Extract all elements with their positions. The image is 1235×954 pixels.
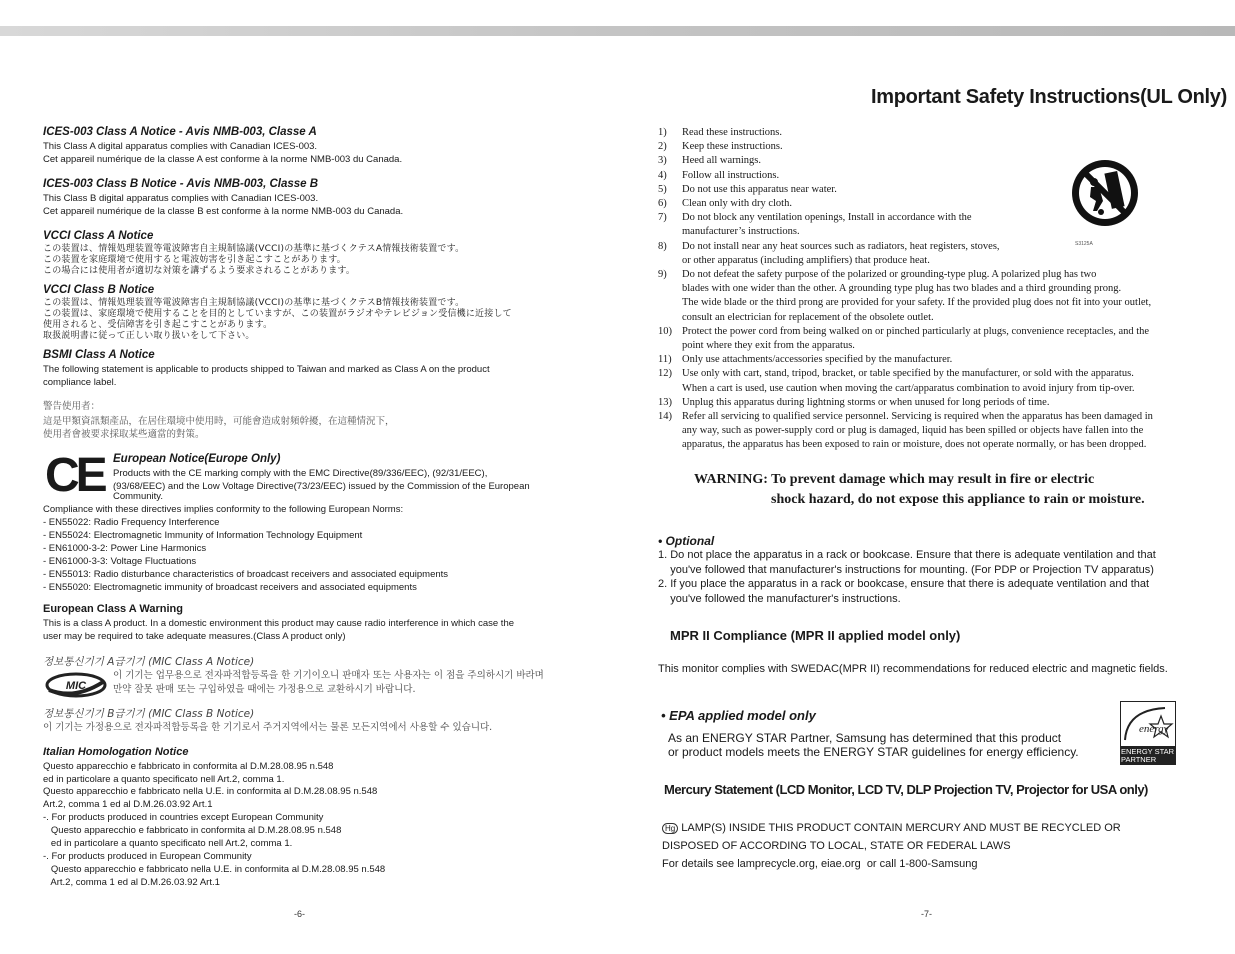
bsmi-line2: compliance label. bbox=[43, 377, 117, 388]
norm-item: - EN55013: Radio disturbance characteristics of broadcast receivers and associated equipments bbox=[43, 569, 449, 580]
italian-line: Art.2, comma 1 ed al D.M.26.03.92 Art.1 bbox=[43, 799, 213, 810]
warning-line1: WARNING: To prevent damage which may result in fire or electric bbox=[694, 472, 1095, 487]
instruction-number: 8) bbox=[658, 240, 667, 252]
right-page bbox=[655, 0, 1227, 954]
instruction-line: The wide blade or the third prong are provided for your safety. If the provided plug does not fit into your outlet, bbox=[682, 297, 1152, 309]
instruction-number: 2) bbox=[658, 141, 667, 153]
ce-intro: Compliance with these directives implies conformity to the following European Norms: bbox=[43, 504, 404, 515]
norm-item: - EN61000-3-3: Voltage Fluctuations bbox=[43, 556, 197, 567]
epa-line1: As an ENERGY STAR Partner, Samsung has determined that this product bbox=[668, 731, 1062, 745]
instruction-line: any way, such as power-supply cord or plug is damaged, liquid has been spilled or objects have fallen into the bbox=[682, 425, 1144, 437]
vcci-b-line: 取扱説明書に従って正しい取り扱いをして下さい。 bbox=[43, 331, 255, 341]
italian-line: Art.2, comma 1 ed al D.M.26.03.92 Art.1 bbox=[43, 877, 220, 888]
mic-logo-text: MIC bbox=[65, 680, 87, 692]
eu-warning-line2: user may be required to take adequate measures.(Class A product only) bbox=[43, 631, 346, 642]
mic-b-line1: 이 기기는 가정용으로 전자파적합등록을 한 기기로서 주거지역에서는 물론 모든지역에서 사용할 수 있습니다. bbox=[43, 722, 493, 733]
instruction-number: 13) bbox=[658, 396, 672, 408]
instruction-line: Heed all warnings. bbox=[682, 155, 762, 167]
mercury-heading: Mercury Statement (LCD Monitor, LCD TV, DLP Projection TV, Projector for USA only) bbox=[664, 782, 1148, 797]
safety-instruction-item bbox=[658, 410, 1198, 453]
vcci-a-heading: VCCI Class A Notice bbox=[43, 230, 154, 242]
italian-line: -. For products produced in European Community bbox=[43, 851, 252, 862]
energy-logo-label1: ENERGY STAR bbox=[1121, 747, 1175, 756]
italian-line: Questo apparecchio e fabbricato in conformita al D.M.28.08.95 n.548 bbox=[43, 761, 334, 772]
instruction-line: apparatus, the apparatus has been exposed to rain or moisture, does not operate normally, or has been dropped. bbox=[682, 439, 1147, 451]
cart-warning-icon bbox=[1069, 157, 1141, 229]
ices-b-heading: ICES-003 Class B Notice - Avis NMB-003, Classe B bbox=[43, 178, 319, 190]
left-page bbox=[43, 0, 583, 954]
mercury-line1-row bbox=[662, 822, 1121, 834]
instruction-number: 9) bbox=[658, 269, 667, 281]
page-title: Important Safety Instructions(UL Only) bbox=[870, 86, 1227, 108]
mercury-line1: LAMP(S) INSIDE THIS PRODUCT CONTAIN MERCURY AND MUST BE RECYCLED OR bbox=[681, 822, 1121, 834]
safety-instruction-item bbox=[658, 126, 1198, 140]
mercury-line2: DISPOSED OF ACCORDING TO LOCAL, STATE OR FEDERAL LAWS bbox=[662, 840, 1011, 852]
vcci-b-line: この装置は、家庭環境で使用することを目的としていますが、この装置がラジオやテレビジョン受信機に近接して bbox=[43, 309, 512, 319]
mic-a-line2: 만약 잘못 판매 또는 구입하였을 때에는 가정용으로 교환하시기 바랍니다. bbox=[113, 684, 416, 695]
instruction-number: 12) bbox=[658, 368, 672, 380]
energy-logo-script: energy bbox=[1139, 723, 1169, 735]
safety-instruction-item bbox=[658, 353, 1198, 367]
instruction-line: Do not block any ventilation openings, Install in accordance with the bbox=[682, 212, 972, 224]
mic-a-heading: 정보통신기기 A급기기 (MIC Class A Notice) bbox=[43, 656, 255, 668]
instruction-number: 14) bbox=[658, 411, 672, 423]
italian-line: ed in particolare a quanto specificato nell Art.2, comma 1. bbox=[43, 774, 285, 785]
ices-b-line2: Cet appareil numérique de la classe B est conforme à la norme NMB-003 du Canada. bbox=[43, 206, 404, 217]
eu-warning-line1: This is a class A product. In a domestic environment this product may cause radio interference in which case the bbox=[43, 618, 515, 629]
safety-instruction-item bbox=[658, 240, 1198, 268]
mpr-heading: MPR II Compliance (MPR II applied model only) bbox=[670, 628, 961, 643]
optional-line: you've followed the manufacturer's instructions. bbox=[658, 593, 901, 605]
instruction-line: blades with one wider than the other. A grounding type plug has two blades and a third grounding prong. bbox=[682, 283, 1122, 295]
epa-line2: or product models meets the ENERGY STAR guidelines for energy efficiency. bbox=[668, 745, 1079, 759]
safety-instruction-item bbox=[658, 140, 1198, 154]
instruction-line: Do not defeat the safety purpose of the polarized or grounding-type plug. A polarized plug has two bbox=[682, 269, 1097, 281]
ce-mark-icon: CE bbox=[45, 449, 104, 502]
mpr-text: This monitor complies with SWEDAC(MPR II) recommendations for reduced electric and magnetic fields. bbox=[658, 663, 1168, 675]
ices-b-line1: This Class B digital apparatus complies with Canadian ICES-003. bbox=[43, 193, 319, 204]
bsmi-line1: The following statement is applicable to products shipped to Taiwan and marked as Class A on the product bbox=[43, 364, 490, 375]
mercury-hg-icon: Hg bbox=[662, 823, 678, 834]
norm-item: - EN55022: Radio Frequency Interference bbox=[43, 517, 220, 528]
mic-logo-icon bbox=[45, 670, 107, 700]
instruction-line: Keep these instructions. bbox=[682, 141, 783, 153]
optional-heading: • Optional bbox=[658, 534, 715, 548]
instruction-line: When a cart is used, use caution when moving the cart/apparatus combination to avoid injury from tip-over. bbox=[682, 382, 1135, 394]
taiwan-warning-line1: 警告使用者： bbox=[43, 401, 101, 412]
optional-line: 2. If you place the apparatus in a rack or bookcase, ensure that there is adequate ventilation and that bbox=[658, 578, 1150, 590]
vcci-a-line: この場合には使用者が適切な対策を講ずるよう要求されることがあります。 bbox=[43, 266, 356, 276]
optional-line: you've followed that manufacturer's instructions for mounting. (For PDP or Projection TV apparatus) bbox=[658, 564, 1154, 576]
vcci-a-line: この装置は、情報処理装置等電波障害自主規制協議(VCCI)の基準に基づくクテスA情報技術装置です。 bbox=[43, 244, 465, 254]
instruction-line: Protect the power cord from being walked on or pinched particularly at plugs, convenience receptacles, and the bbox=[682, 325, 1150, 337]
taiwan-warning-line3: 使用者會被要求採取某些適當的對策。 bbox=[43, 429, 205, 440]
mic-b-heading: 정보통신기기 B급기기 (MIC Class B Notice) bbox=[43, 708, 255, 720]
ce-line1: Products with the CE marking comply with the EMC Directive(89/336/EEC), (92/31/EEC), bbox=[113, 468, 488, 479]
page-number: -7- bbox=[921, 909, 932, 919]
bsmi-heading: BSMI Class A Notice bbox=[43, 349, 155, 361]
instruction-number: 7) bbox=[658, 212, 667, 224]
instruction-line: Read these instructions. bbox=[682, 127, 783, 138]
instruction-line: manufacturer’s instructions. bbox=[682, 226, 800, 238]
instruction-line: Do not install near any heat sources such as radiators, heat registers, stoves, bbox=[682, 240, 1000, 252]
ce-line3: Community. bbox=[113, 491, 163, 502]
cart-label: S3125A bbox=[1075, 241, 1093, 247]
safety-instruction-item bbox=[658, 268, 1198, 325]
instruction-line: Use only with cart, stand, tripod, bracket, or table specified by the manufacturer, or sold with the apparatus. bbox=[682, 368, 1134, 380]
italian-line: ed in particolare a quanto specificato nell Art.2, comma 1. bbox=[43, 838, 293, 849]
energy-logo-label2: PARTNER bbox=[1121, 755, 1157, 764]
vcci-b-heading: VCCI Class B Notice bbox=[43, 284, 155, 296]
ices-a-line1: This Class A digital apparatus complies with Canadian ICES-003. bbox=[43, 141, 318, 152]
italian-line: Questo apparecchio e fabbricato nella U.E. in conformita al D.M.28.08.95 n.548 bbox=[43, 786, 378, 797]
instruction-line: Clean only with dry cloth. bbox=[682, 198, 792, 210]
italian-heading: Italian Homologation Notice bbox=[43, 746, 189, 758]
norm-item: - EN55024: Electromagnetic Immunity of Information Technology Equipment bbox=[43, 530, 363, 541]
vcci-b-line: この装置は、情報処理装置等電波障害自主規制協議(VCCI)の基準に基づくクテスB情報技術装置です。 bbox=[43, 298, 465, 308]
eu-warning-heading: European Class A Warning bbox=[43, 603, 183, 615]
ce-heading: European Notice(Europe Only) bbox=[113, 453, 281, 465]
ices-a-heading: ICES-003 Class A Notice - Avis NMB-003, Classe A bbox=[43, 126, 317, 138]
mercury-line3: For details see lamprecycle.org, eiae.org or call 1-800-Samsung bbox=[662, 858, 978, 870]
instruction-line: Do not use this apparatus near water. bbox=[682, 183, 837, 195]
vcci-b-line: 使用されると、受信障害を引き起こすことがあります。 bbox=[43, 320, 273, 330]
vcci-a-line: この装置を家庭環境で使用すると電波妨害を引き起こすことがあります。 bbox=[43, 255, 346, 265]
instruction-line: Unplug this apparatus during lightning storms or when unused for long periods of time. bbox=[682, 396, 1050, 408]
safety-instruction-item bbox=[658, 325, 1198, 353]
optional-line: 1. Do not place the apparatus in a rack or bookcase. Ensure that there is adequate ventilation and that bbox=[658, 549, 1156, 561]
norm-item: - EN55020: Electromagnetic immunity of broadcast receivers and associated equipments bbox=[43, 582, 417, 593]
ices-a-line2: Cet appareil numérique de la classe A est conforme à la norme NMB-003 du Canada. bbox=[43, 154, 403, 165]
italian-line: Questo apparecchio e fabbricato nella U.E. in conformita al D.M.28.08.95 n.548 bbox=[43, 864, 386, 875]
instruction-number: 4) bbox=[658, 169, 667, 181]
taiwan-warning-line2: 這是甲類資訊類產品，在居住環境中使用時，可能會造成射頻幹擾，在這種情況下， bbox=[43, 416, 395, 427]
italian-line: Questo apparecchio e fabbricato in conformita al D.M.28.08.95 n.548 bbox=[43, 825, 342, 836]
instruction-line: or other apparatus (including amplifiers) that produce heat. bbox=[682, 254, 930, 266]
mic-a-line1: 이 기기는 업무용으로 전자파적합등록을 한 기기이오니 판매자 또는 사용자는 이 점을 주의하시기 바라며 bbox=[113, 670, 544, 681]
instruction-number: 1) bbox=[658, 127, 667, 138]
instruction-line: consult an electrician for replacement of the obsolete outlet. bbox=[682, 311, 934, 323]
instruction-number: 3) bbox=[658, 155, 667, 167]
instruction-number: 10) bbox=[658, 325, 672, 337]
instruction-line: Only use attachments/accessories specified by the manufacturer. bbox=[682, 354, 953, 366]
norm-item: - EN61000-3-2: Power Line Harmonics bbox=[43, 543, 207, 554]
page-number: -6- bbox=[294, 909, 305, 919]
italian-line: -. For products produced in countries except European Community bbox=[43, 812, 324, 823]
warning-line2: shock hazard, do not expose this appliance to rain or moisture. bbox=[771, 492, 1145, 507]
instruction-number: 6) bbox=[658, 198, 667, 210]
instruction-line: Follow all instructions. bbox=[682, 169, 780, 181]
instruction-number: 5) bbox=[658, 183, 667, 195]
epa-heading: • EPA applied model only bbox=[661, 708, 816, 723]
safety-instruction-item bbox=[658, 367, 1198, 395]
instruction-number: 11) bbox=[658, 354, 672, 366]
safety-instruction-item bbox=[658, 396, 1198, 410]
instruction-line: point where they exit from the apparatus. bbox=[682, 340, 855, 352]
energy-star-logo-icon bbox=[1120, 701, 1176, 765]
instruction-line: Refer all servicing to qualified service personnel. Servicing is required when the apparatus has been damaged in bbox=[682, 411, 1153, 423]
ce-line2: (93/68/EEC) and the Low Voltage Directive(73/23/EEC) issued by the Commission of the European bbox=[113, 481, 530, 492]
